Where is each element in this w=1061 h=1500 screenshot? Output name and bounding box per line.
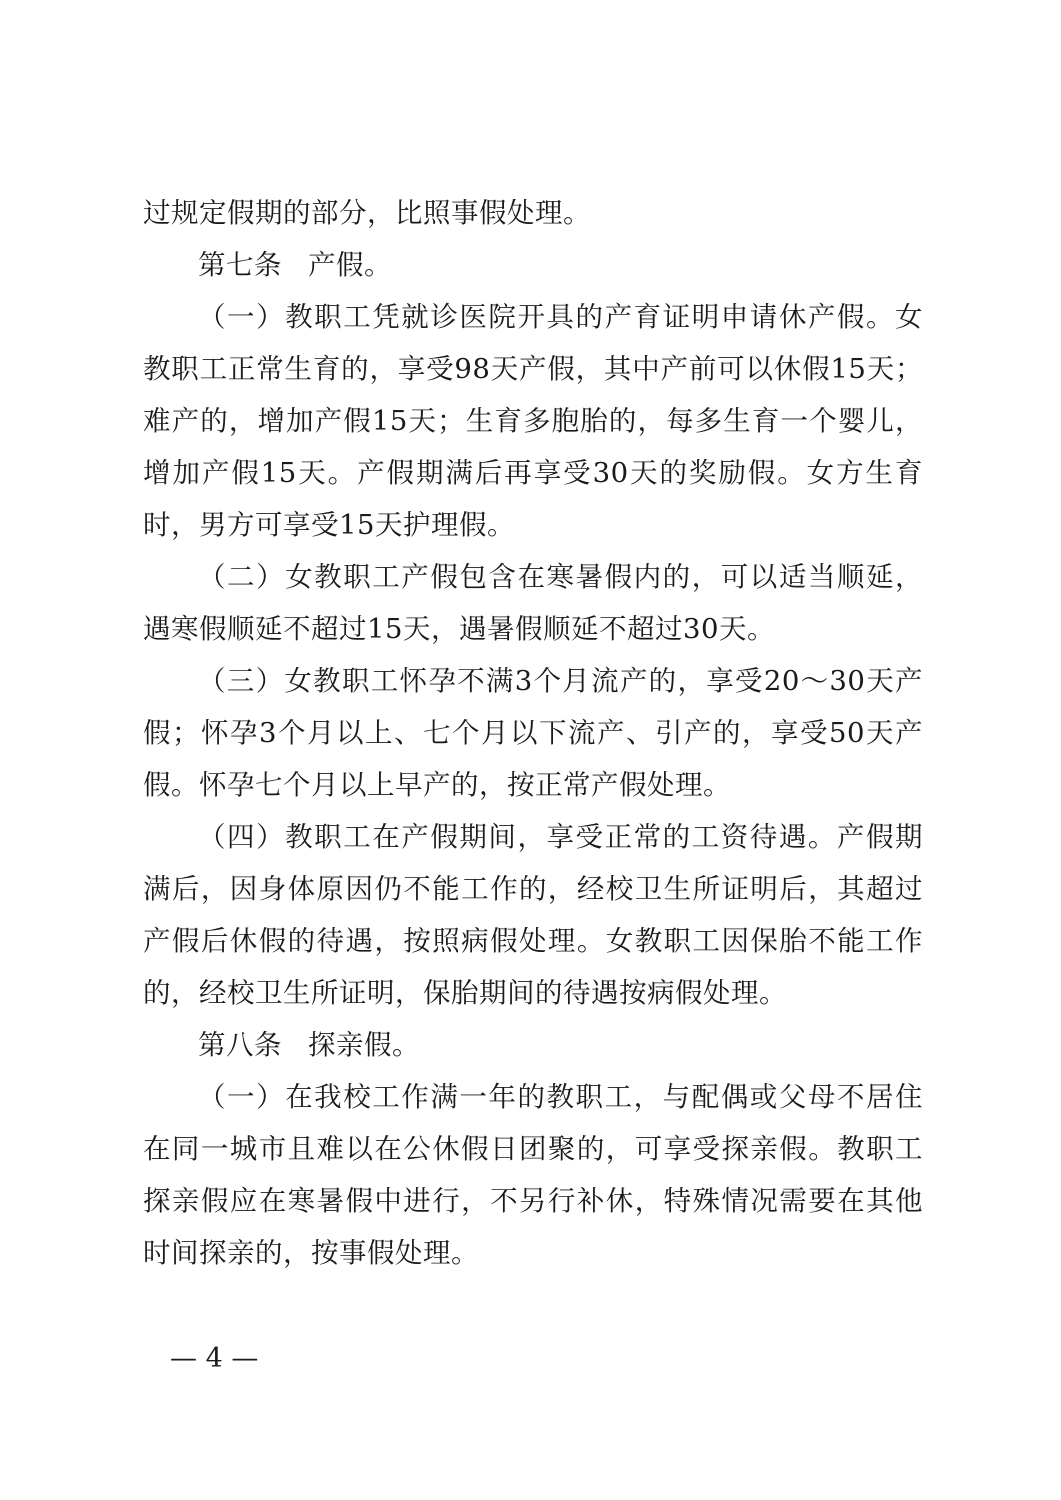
paragraph-line: （三）女教职工怀孕不满3个月流产的，享受20～30天产 (198, 665, 923, 697)
paragraph-line: 增加产假15天。产假期满后再享受30天的奖励假。女方生育 (143, 457, 923, 489)
article-8-heading-line (143, 1019, 923, 1071)
article-8-paragraph-1 (143, 1071, 923, 1279)
article-7-heading-line (143, 239, 923, 291)
paragraph-line: 产假后休假的待遇，按照病假处理。女教职工因保胎不能工作 (143, 925, 923, 957)
paragraph-line: 假。怀孕七个月以上早产的，按正常产假处理。 (143, 769, 731, 801)
paragraph-line: 遇寒假顺延不超过15天，遇暑假顺延不超过30天。 (143, 613, 775, 645)
paragraph-line: 的，经校卫生所证明，保胎期间的待遇按病假处理。 (143, 977, 787, 1009)
paragraph-line: 过规定假期的部分，比照事假处理。 (143, 197, 591, 229)
paragraph-line: （四）教职工在产假期间，享受正常的工资待遇。产假期 (198, 821, 923, 853)
paragraph-line: （一）教职工凭就诊医院开具的产育证明申请休产假。女 (198, 301, 923, 333)
article-7-paragraph-1 (143, 291, 923, 551)
paragraph-line: （二）女教职工产假包含在寒暑假内的，可以适当顺延， (198, 561, 923, 593)
article-7-paragraph-4 (143, 811, 923, 1019)
paragraph-line: 在同一城市且难以在公休假日团聚的，可享受探亲假。教职工 (143, 1133, 923, 1165)
continuation-paragraph (143, 187, 923, 239)
document-body (143, 187, 923, 1279)
article-7-title: 产假。 (308, 249, 392, 281)
paragraph-line: 假；怀孕3个月以上、七个月以下流产、引产的，享受50天产 (143, 717, 923, 749)
article-7-heading: 第七条 (198, 249, 282, 281)
article-7-paragraph-2 (143, 551, 923, 655)
paragraph-line: 时，男方可享受15天护理假。 (143, 509, 515, 541)
paragraph-line: 难产的，增加产假15天；生育多胞胎的，每多生育一个婴儿， (143, 405, 923, 437)
paragraph-line: 满后，因身体原因仍不能工作的，经校卫生所证明后，其超过 (143, 873, 923, 905)
paragraph-line: （一）在我校工作满一年的教职工，与配偶或父母不居住 (198, 1081, 923, 1113)
article-8-heading: 第八条 (198, 1029, 282, 1061)
page-number: — 4 — (170, 1343, 259, 1374)
paragraph-line: 探亲假应在寒暑假中进行，不另行补休，特殊情况需要在其他 (143, 1185, 923, 1217)
paragraph-line: 时间探亲的，按事假处理。 (143, 1237, 479, 1269)
article-7-paragraph-3 (143, 655, 923, 811)
article-8-title: 探亲假。 (308, 1029, 420, 1061)
paragraph-line: 教职工正常生育的，享受98天产假，其中产前可以休假15天； (143, 353, 923, 385)
